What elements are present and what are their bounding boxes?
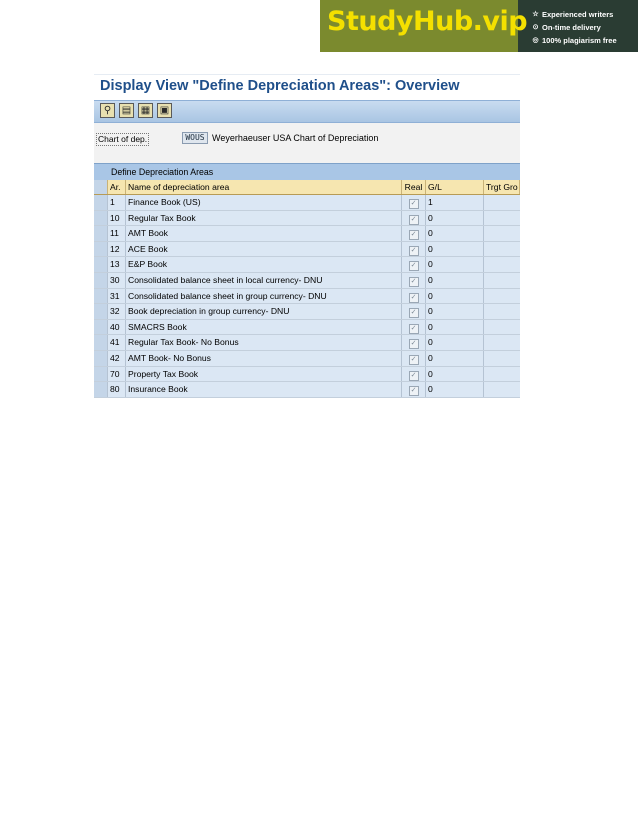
- cell-name: AMT Book- No Bonus: [126, 351, 402, 366]
- studyhub-logo[interactable]: [320, 0, 528, 52]
- select-all-icon[interactable]: ▤: [119, 103, 134, 118]
- cell-gl: 1: [426, 195, 484, 210]
- cell-name: Insurance Book: [126, 382, 402, 397]
- select-block-icon[interactable]: ▦: [138, 103, 153, 118]
- row-selector[interactable]: [94, 195, 108, 210]
- sap-window: [94, 74, 520, 405]
- deselect-all-icon[interactable]: ▣: [157, 103, 172, 118]
- cell-name: Regular Tax Book- No Bonus: [126, 335, 402, 350]
- cell-ar: 42: [108, 351, 126, 366]
- banner-feature-text: On-time delivery: [542, 22, 601, 32]
- row-selector[interactable]: [94, 211, 108, 226]
- cell-target-group: [484, 273, 520, 288]
- cell-real: [402, 320, 426, 335]
- row-selector[interactable]: [94, 382, 108, 397]
- cell-target-group: [484, 242, 520, 257]
- cell-ar: 30: [108, 273, 126, 288]
- table-row: [94, 211, 520, 227]
- real-checkbox[interactable]: ✓: [409, 230, 419, 240]
- row-selector[interactable]: [94, 257, 108, 272]
- cell-real: [402, 195, 426, 210]
- real-checkbox[interactable]: ✓: [409, 355, 419, 365]
- row-selector[interactable]: [94, 304, 108, 319]
- star-icon: ☆: [532, 11, 539, 18]
- studyhub-banner[interactable]: [320, 0, 638, 52]
- table-row: [94, 242, 520, 258]
- cell-real: [402, 242, 426, 257]
- row-selector[interactable]: [94, 351, 108, 366]
- cell-target-group: [484, 211, 520, 226]
- chart-of-dep-label: Chart of dep.: [98, 134, 148, 144]
- cell-name: AMT Book: [126, 226, 402, 241]
- cell-target-group: [484, 226, 520, 241]
- logo-main: StudyHub: [327, 6, 473, 37]
- cell-target-group: [484, 289, 520, 304]
- cell-ar: 31: [108, 289, 126, 304]
- table-header-row: [94, 180, 520, 195]
- cell-gl: 0: [426, 320, 484, 335]
- banner-feature: [531, 8, 617, 20]
- cell-name: Consolidated balance sheet in group currency- DNU: [126, 289, 402, 304]
- row-selector[interactable]: [94, 226, 108, 241]
- table-row: [94, 367, 520, 383]
- real-checkbox[interactable]: ✓: [409, 308, 419, 318]
- cell-real: [402, 289, 426, 304]
- cell-name: Property Tax Book: [126, 367, 402, 382]
- table-row: [94, 289, 520, 305]
- row-selector[interactable]: [94, 335, 108, 350]
- cell-real: [402, 367, 426, 382]
- chart-of-dep-field[interactable]: WOUS: [182, 132, 208, 144]
- cell-ar: 11: [108, 226, 126, 241]
- cell-ar: 32: [108, 304, 126, 319]
- page-title: Display View "Define Depreciation Areas": Overview: [100, 78, 460, 94]
- column-header-ar[interactable]: Ar.: [108, 180, 126, 194]
- cell-gl: 0: [426, 367, 484, 382]
- clock-icon: ⊙: [532, 24, 539, 31]
- row-selector[interactable]: [94, 320, 108, 335]
- table-row: [94, 195, 520, 211]
- cell-gl: 0: [426, 242, 484, 257]
- studyhub-logo-text: [327, 6, 527, 37]
- cell-gl: 0: [426, 304, 484, 319]
- cell-name: Consolidated balance sheet in local currency- DNU: [126, 273, 402, 288]
- cell-real: [402, 211, 426, 226]
- cell-ar: 80: [108, 382, 126, 397]
- cell-name: E&P Book: [126, 257, 402, 272]
- table-row: [94, 273, 520, 289]
- table-row: [94, 320, 520, 336]
- real-checkbox[interactable]: ✓: [409, 199, 419, 209]
- cell-real: [402, 273, 426, 288]
- table-row: [94, 304, 520, 320]
- cell-name: Regular Tax Book: [126, 211, 402, 226]
- real-checkbox[interactable]: ✓: [409, 386, 419, 396]
- table-title: Define Depreciation Areas: [111, 167, 214, 177]
- cell-target-group: [484, 304, 520, 319]
- cell-name: Finance Book (US): [126, 195, 402, 210]
- cell-name: Book depreciation in group currency- DNU: [126, 304, 402, 319]
- cell-gl: 0: [426, 382, 484, 397]
- cell-ar: 13: [108, 257, 126, 272]
- cell-real: [402, 351, 426, 366]
- row-selector[interactable]: [94, 289, 108, 304]
- cell-real: [402, 335, 426, 350]
- banner-feature-text: Experienced writers: [542, 9, 614, 19]
- cell-gl: 0: [426, 211, 484, 226]
- cell-name: SMACRS Book: [126, 320, 402, 335]
- cell-ar: 12: [108, 242, 126, 257]
- header-area: [94, 123, 520, 163]
- select-all-column-button[interactable]: [94, 180, 108, 194]
- cell-gl: 0: [426, 226, 484, 241]
- column-header-target-group[interactable]: Trgt Gro: [484, 180, 520, 194]
- real-checkbox[interactable]: ✓: [409, 371, 419, 381]
- cell-ar: 70: [108, 367, 126, 382]
- cell-real: [402, 304, 426, 319]
- depreciation-areas-table: [94, 180, 520, 398]
- cell-target-group: [484, 382, 520, 397]
- cell-target-group: [484, 257, 520, 272]
- real-checkbox[interactable]: ✓: [409, 277, 419, 287]
- cell-gl: 0: [426, 351, 484, 366]
- real-checkbox[interactable]: ✓: [409, 293, 419, 303]
- cell-target-group: [484, 351, 520, 366]
- real-checkbox[interactable]: ✓: [409, 324, 419, 334]
- real-checkbox[interactable]: ✓: [409, 246, 419, 256]
- cell-target-group: [484, 335, 520, 350]
- cell-ar: 10: [108, 211, 126, 226]
- cell-real: [402, 257, 426, 272]
- row-selector[interactable]: [94, 273, 108, 288]
- application-toolbar: [94, 100, 520, 123]
- table-row: [94, 351, 520, 367]
- cell-ar: 40: [108, 320, 126, 335]
- real-checkbox[interactable]: ✓: [409, 215, 419, 225]
- chart-of-dep-description: Weyerhaeuser USA Chart of Depreciation: [212, 133, 379, 143]
- cell-ar: 41: [108, 335, 126, 350]
- logo-suffix: .vip: [472, 6, 528, 37]
- cell-gl: 0: [426, 273, 484, 288]
- shield-icon: ◎: [532, 37, 539, 44]
- cell-name: ACE Book: [126, 242, 402, 257]
- table-row: [94, 257, 520, 273]
- cell-real: [402, 382, 426, 397]
- table-row: [94, 382, 520, 398]
- banner-feature: [531, 21, 617, 33]
- row-selector[interactable]: [94, 242, 108, 257]
- banner-feature-text: 100% plagiarism free: [542, 35, 617, 45]
- cell-target-group: [484, 367, 520, 382]
- cell-gl: 0: [426, 257, 484, 272]
- column-header-real[interactable]: Real: [402, 180, 426, 194]
- table-row: [94, 335, 520, 351]
- column-header-name[interactable]: Name of depreciation area: [126, 180, 402, 194]
- cell-ar: 1: [108, 195, 126, 210]
- cell-gl: 0: [426, 335, 484, 350]
- real-checkbox[interactable]: ✓: [409, 339, 419, 349]
- real-checkbox[interactable]: ✓: [409, 261, 419, 271]
- cell-real: [402, 226, 426, 241]
- banner-feature: [531, 34, 617, 46]
- details-icon[interactable]: ⚲: [100, 103, 115, 118]
- banner-feature-list: [531, 8, 617, 47]
- cell-target-group: [484, 195, 520, 210]
- table-row: [94, 226, 520, 242]
- table-title-bar: [94, 163, 520, 181]
- cell-target-group: [484, 320, 520, 335]
- column-header-gl[interactable]: G/L: [426, 180, 484, 194]
- cell-gl: 0: [426, 289, 484, 304]
- row-selector[interactable]: [94, 367, 108, 382]
